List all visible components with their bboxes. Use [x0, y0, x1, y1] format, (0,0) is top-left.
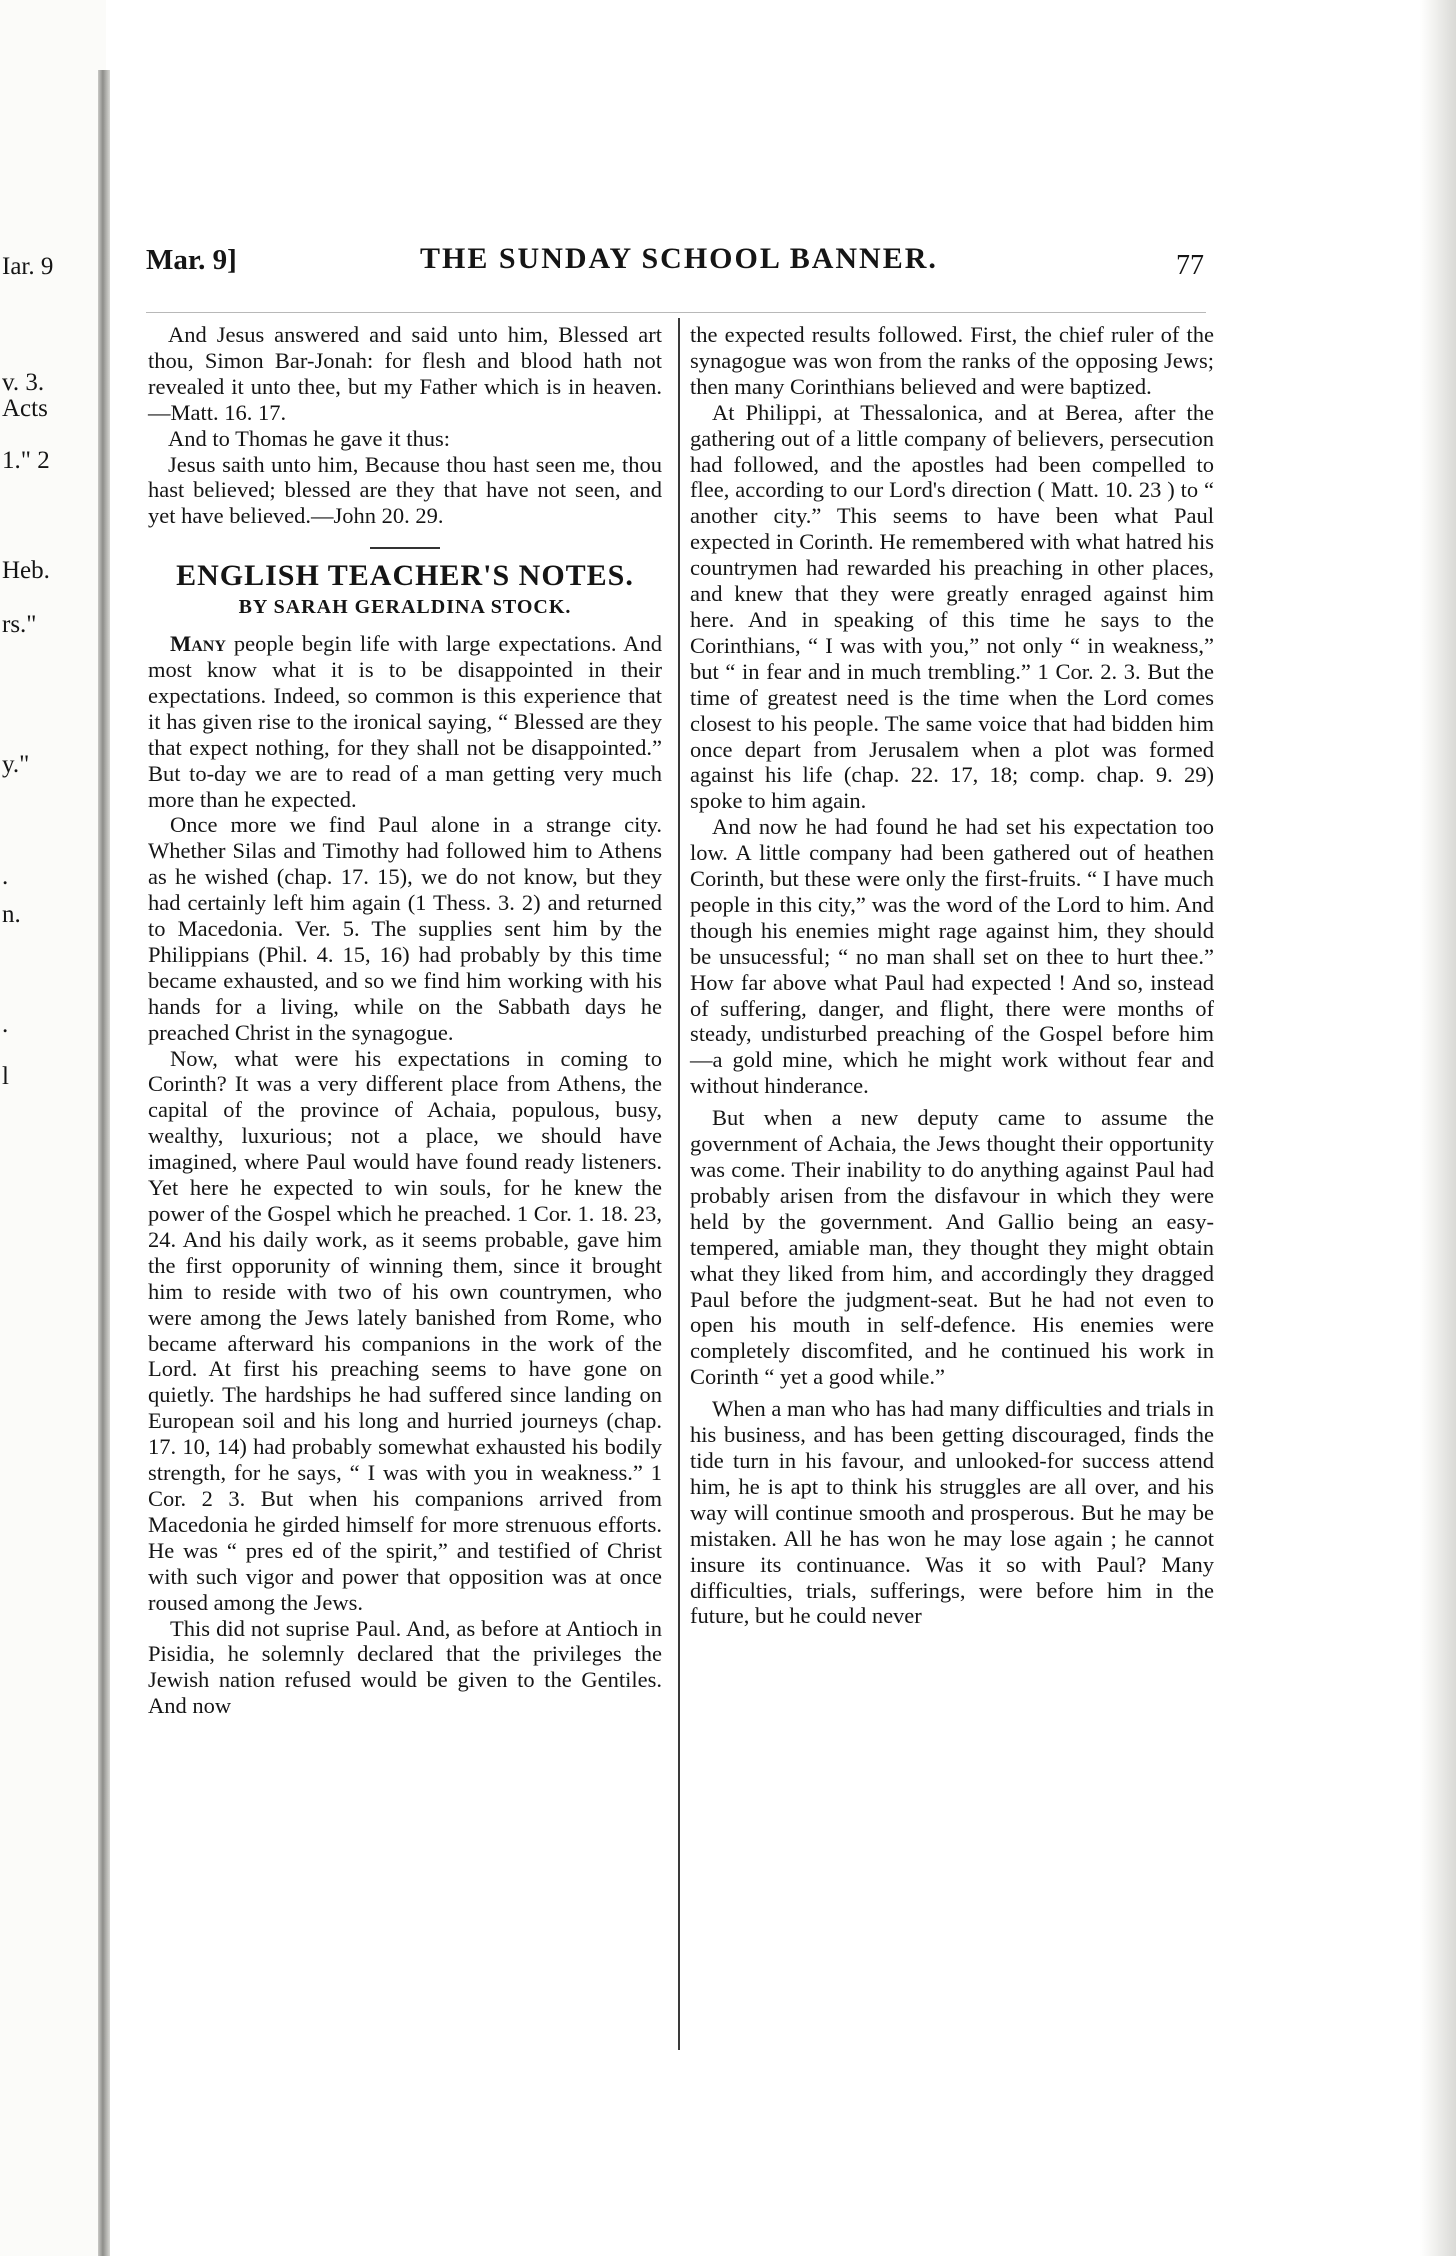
article-paragraph: But when a new deputy came to assume the government of Achaia, the Jews thought their opportunity was come. Their inability to do anything against Paul had probably arisen from the disfavour in which they were held by the government. And Gallio being an easy-tempered, amiable man, they thought they might obtain what they liked from him, and accordingly they dragged Paul before the judgment-seat. But he had not even to open his mouth in self-defence. His enemies were completely discomfited, and he continued his work in Corinth “ yet a good while.”: [690, 1105, 1214, 1390]
prev-page-text: v. 3.: [2, 369, 45, 396]
right-column: [690, 322, 1214, 1629]
article-paragraph: And now he had found he had set his expectation too low. A little company had been gathered out of heathen Corinth, but these were only the first-fruits. “ I have much people in this city,” was the word of the Lord to him. And though his enemies might rage against him, they should be unsucessful; “ no man shall set on thee to hurt thee.” How far above what Paul had expected ! And so, instead of suffering, danger, and flight, there were months of steady, undisturbed preaching of the Gospel before him —a gold mine, which he might work without fear and without hinderance.: [690, 814, 1214, 1099]
header-rule: [146, 312, 1206, 313]
prev-page-text: Iar. 9: [2, 253, 54, 280]
article-title: ENGLISH TEACHER'S NOTES.: [176, 559, 634, 593]
paragraph-text: people begin life with large expectations. And most know what it is to be disappointed in their expectations. Indeed, so common is this experience that it has given rise to the ironical saying, “ Blessed are they that expect nothing, for they shall not be disappointed.” But to-day we are to read of a man getting very much more than he expected.: [148, 631, 662, 812]
scripture-verse: And Jesus answered and said unto him, Blessed art thou, Simon Bar-Jonah: for flesh and blood hath not revealed it unto thee, but my Father which is in heaven.—Matt. 16. 17.: [148, 322, 662, 425]
section-divider: [370, 547, 440, 549]
prev-page-text: Acts: [2, 395, 48, 422]
scripture-verse: Jesus saith unto him, Because thou hast seen me, thou hast believed; blessed are they that have not seen, and yet have believed.—John 20. 29.: [148, 451, 662, 529]
left-column: [148, 322, 662, 1719]
prev-page-text: y.": [2, 751, 30, 778]
page-number: 77: [1176, 250, 1204, 281]
article-byline: BY SARAH GERALDINA STOCK.: [238, 596, 572, 619]
prev-page-text: l: [2, 1063, 9, 1090]
article-paragraph: At Philippi, at Thessalonica, and at Berea, after the gathering out of a little company of believers, persecution had followed, and the apostles had been compelled to flee, according to our Lord's direction ( Matt. 10. 23 ) to “ another city.” This seems to have been what Paul expected in Corinth. He remembered with what hatred his countrymen had rewarded his preaching in other places, and knew that they were greatly enraged against him here. And in speaking of this time he says to the Corinthians, “ I was with you,” not only “ in weakness,” but “ in fear and in much trembling.” 1 Cor. 2. 3. But the time of greatest need is the time when the Lord comes closest to his people. The same voice that had bidden him once depart from Jerusalem when a plot was formed against his life (chap. 22. 17, 18; comp. chap. 9. 29) spoke to him again.: [690, 399, 1214, 814]
scripture-intro: And to Thomas he gave it thus:: [168, 425, 451, 451]
prev-page-text: n.: [2, 901, 21, 928]
header-date: Mar. 9]: [146, 244, 237, 276]
article-paragraph: the expected results followed. First, the chief ruler of the synagogue was won from the ranks of the opposing Jews; then many Corinthians believed and were baptized.: [690, 322, 1214, 399]
running-header: [0, 244, 1456, 284]
previous-page-fragment: [0, 0, 106, 2256]
prev-page-text: .: [2, 863, 9, 890]
binding-edge: [98, 70, 110, 2256]
article-paragraph: [148, 631, 662, 812]
header-title: THE SUNDAY SCHOOL BANNER.: [420, 242, 938, 275]
article-paragraph: Once more we find Paul alone in a strange city. Whether Silas and Timothy had followed him to Athens as he wished (chap. 17. 15), we do not know, but they had certainly left him again (1 Thess. 3. 2) and returned to Macedonia. Ver. 5. The supplies sent him by the Philippians (Phil. 4. 15, 16) had probably by this time became exhausted, and so we find him working with his hands for a living, while on the Sabbath days he preached Christ in the synagogue.: [148, 812, 662, 1045]
page-edge-shadow: [1420, 0, 1456, 2256]
prev-page-text: .: [2, 1011, 9, 1038]
prev-page-text: 1." 2: [2, 447, 50, 474]
prev-page-text: rs.": [2, 611, 37, 638]
lead-word: Many: [170, 631, 226, 657]
article-paragraph: When a man who has had many difficulties and trials in his business, and has been getting discouraged, finds the tide turn in his favour, and unlooked-for success attend him, he is apt to think his struggles are all over, and his way will continue smooth and prosperous. But he may be mistaken. All he has won he may lose again ; he cannot insure its continuance. Was it so with Paul? Many difficulties, trials, sufferings, were before him in the future, but he could never: [690, 1396, 1214, 1629]
prev-page-text: Heb.: [2, 557, 50, 584]
column-divider: [678, 318, 680, 2050]
article-paragraph: Now, what were his expectations in coming to Corinth? It was a very different place from Athens, the capital of the province of Achaia, populous, busy, wealthy, luxurious; not a place, we should have imagined, where Paul would have found ready listeners. Yet here he expected to win souls, for he knew the power of the Gospel which he preached. 1 Cor. 1. 18. 23, 24. And his daily work, as it seems probable, gave him the first opporunity of winning them, since it brought him to reside with two of his own countrymen, who were among the Jews lately banished from Rome, who became afterward his companions in the work of the Lord. At first his preaching seems to have gone on quietly. The hardships he had suffered since landing on European soil and his long and hurried journeys (chap. 17. 10, 14) had probably somewhat exhausted his bodily strength, for he says, “ I was with you in weakness.” 1 Cor. 2 3. But when his companions arrived from Macedonia he girded himself for more strenuous efforts. He was “ pres ed of the spirit,” and testified of Christ with such vigor and power that opposition was at once roused among the Jews.: [148, 1045, 662, 1615]
article-paragraph: This did not suprise Paul. And, as before at Antioch in Pisidia, he solemnly declared that the privileges the Jewish nation refused would be given to the Gentiles. And now: [148, 1615, 662, 1719]
